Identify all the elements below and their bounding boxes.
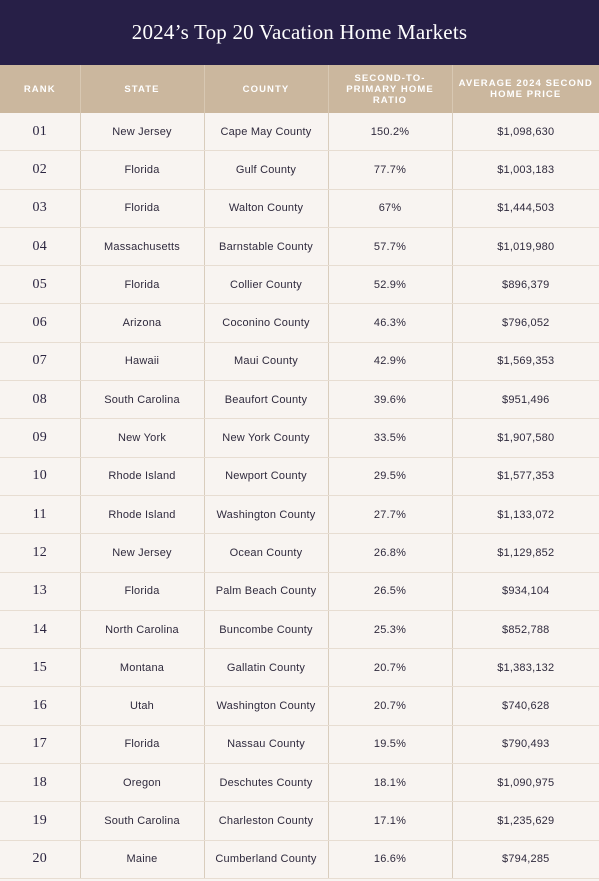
- price-cell: $796,052: [452, 304, 599, 342]
- county-cell: Washington County: [204, 495, 328, 533]
- ratio-cell: 17.1%: [328, 802, 452, 840]
- table-row: [0, 227, 599, 265]
- rank-cell: 18: [0, 764, 80, 802]
- price-cell: $1,090,975: [452, 764, 599, 802]
- price-cell: $1,569,353: [452, 342, 599, 380]
- county-cell: Gallatin County: [204, 649, 328, 687]
- ratio-cell: 16.6%: [328, 840, 452, 878]
- ratio-cell: 77.7%: [328, 151, 452, 189]
- table-row: [0, 495, 599, 533]
- state-cell: Maine: [80, 840, 204, 878]
- table-row: [0, 802, 599, 840]
- table-row: [0, 151, 599, 189]
- price-cell: $934,104: [452, 572, 599, 610]
- ratio-cell: 27.7%: [328, 495, 452, 533]
- table-row: [0, 534, 599, 572]
- county-cell: Beaufort County: [204, 381, 328, 419]
- header-ratio: SECOND-TO-PRIMARY HOME RATIO: [328, 65, 452, 113]
- state-cell: South Carolina: [80, 381, 204, 419]
- rank-cell: 19: [0, 802, 80, 840]
- table-row: [0, 572, 599, 610]
- county-cell: Charleston County: [204, 802, 328, 840]
- ratio-cell: 39.6%: [328, 381, 452, 419]
- vacation-markets-table: [0, 65, 599, 879]
- state-cell: Florida: [80, 725, 204, 763]
- title-banner: [0, 0, 599, 65]
- table-row: [0, 342, 599, 380]
- ratio-cell: 20.7%: [328, 687, 452, 725]
- county-cell: Cape May County: [204, 113, 328, 151]
- header-rank: RANK: [0, 65, 80, 113]
- state-cell: Rhode Island: [80, 457, 204, 495]
- ratio-cell: 29.5%: [328, 457, 452, 495]
- table-row: [0, 189, 599, 227]
- table-row: [0, 381, 599, 419]
- rank-cell: 07: [0, 342, 80, 380]
- rank-cell: 17: [0, 725, 80, 763]
- ratio-cell: 52.9%: [328, 266, 452, 304]
- rank-cell: 13: [0, 572, 80, 610]
- rank-cell: 12: [0, 534, 80, 572]
- county-cell: Cumberland County: [204, 840, 328, 878]
- rank-cell: 10: [0, 457, 80, 495]
- state-cell: Florida: [80, 151, 204, 189]
- price-cell: $1,577,353: [452, 457, 599, 495]
- rank-cell: 09: [0, 419, 80, 457]
- rank-cell: 03: [0, 189, 80, 227]
- page-title: 2024’s Top 20 Vacation Home Markets: [131, 20, 468, 44]
- state-cell: Oregon: [80, 764, 204, 802]
- table-row: [0, 304, 599, 342]
- price-cell: $790,493: [452, 725, 599, 763]
- rank-cell: 04: [0, 227, 80, 265]
- state-cell: Florida: [80, 266, 204, 304]
- price-cell: $852,788: [452, 610, 599, 648]
- table-row: [0, 687, 599, 725]
- ratio-cell: 25.3%: [328, 610, 452, 648]
- rank-cell: 06: [0, 304, 80, 342]
- ratio-cell: 20.7%: [328, 649, 452, 687]
- ratio-cell: 150.2%: [328, 113, 452, 151]
- state-cell: Florida: [80, 189, 204, 227]
- county-cell: Deschutes County: [204, 764, 328, 802]
- state-cell: New Jersey: [80, 113, 204, 151]
- price-cell: $951,496: [452, 381, 599, 419]
- rank-cell: 05: [0, 266, 80, 304]
- county-cell: Maui County: [204, 342, 328, 380]
- table-row: [0, 840, 599, 878]
- price-cell: $896,379: [452, 266, 599, 304]
- table-header: [0, 65, 599, 113]
- state-cell: New York: [80, 419, 204, 457]
- state-cell: Massachusetts: [80, 227, 204, 265]
- rank-cell: 15: [0, 649, 80, 687]
- table-row: [0, 266, 599, 304]
- price-cell: $1,003,183: [452, 151, 599, 189]
- ratio-cell: 67%: [328, 189, 452, 227]
- state-cell: Rhode Island: [80, 495, 204, 533]
- price-cell: $740,628: [452, 687, 599, 725]
- price-cell: $1,383,132: [452, 649, 599, 687]
- county-cell: Barnstable County: [204, 227, 328, 265]
- county-cell: New York County: [204, 419, 328, 457]
- rank-cell: 11: [0, 495, 80, 533]
- ratio-cell: 18.1%: [328, 764, 452, 802]
- rank-cell: 14: [0, 610, 80, 648]
- state-cell: Montana: [80, 649, 204, 687]
- header-county: COUNTY: [204, 65, 328, 113]
- table-row: [0, 610, 599, 648]
- price-cell: $1,133,072: [452, 495, 599, 533]
- ratio-cell: 26.8%: [328, 534, 452, 572]
- header-row: [0, 65, 599, 113]
- state-cell: Arizona: [80, 304, 204, 342]
- state-cell: New Jersey: [80, 534, 204, 572]
- price-cell: $1,098,630: [452, 113, 599, 151]
- rank-cell: 16: [0, 687, 80, 725]
- state-cell: South Carolina: [80, 802, 204, 840]
- ratio-cell: 46.3%: [328, 304, 452, 342]
- rank-cell: 01: [0, 113, 80, 151]
- table-body: [0, 113, 599, 878]
- table-row: [0, 649, 599, 687]
- county-cell: Newport County: [204, 457, 328, 495]
- ratio-cell: 33.5%: [328, 419, 452, 457]
- header-state: STATE: [80, 65, 204, 113]
- table-row: [0, 113, 599, 151]
- price-cell: $1,444,503: [452, 189, 599, 227]
- ratio-cell: 57.7%: [328, 227, 452, 265]
- price-cell: $1,907,580: [452, 419, 599, 457]
- county-cell: Palm Beach County: [204, 572, 328, 610]
- county-cell: Nassau County: [204, 725, 328, 763]
- table-row: [0, 764, 599, 802]
- ratio-cell: 42.9%: [328, 342, 452, 380]
- county-cell: Walton County: [204, 189, 328, 227]
- county-cell: Coconino County: [204, 304, 328, 342]
- state-cell: Hawaii: [80, 342, 204, 380]
- county-cell: Gulf County: [204, 151, 328, 189]
- rank-cell: 02: [0, 151, 80, 189]
- state-cell: North Carolina: [80, 610, 204, 648]
- table-row: [0, 419, 599, 457]
- header-price: AVERAGE 2024 SECOND HOME PRICE: [452, 65, 599, 113]
- county-cell: Collier County: [204, 266, 328, 304]
- rank-cell: 20: [0, 840, 80, 878]
- ratio-cell: 19.5%: [328, 725, 452, 763]
- ratio-cell: 26.5%: [328, 572, 452, 610]
- table-row: [0, 457, 599, 495]
- county-cell: Washington County: [204, 687, 328, 725]
- state-cell: Utah: [80, 687, 204, 725]
- price-cell: $1,019,980: [452, 227, 599, 265]
- table-row: [0, 725, 599, 763]
- price-cell: $1,235,629: [452, 802, 599, 840]
- rank-cell: 08: [0, 381, 80, 419]
- price-cell: $1,129,852: [452, 534, 599, 572]
- state-cell: Florida: [80, 572, 204, 610]
- county-cell: Buncombe County: [204, 610, 328, 648]
- price-cell: $794,285: [452, 840, 599, 878]
- county-cell: Ocean County: [204, 534, 328, 572]
